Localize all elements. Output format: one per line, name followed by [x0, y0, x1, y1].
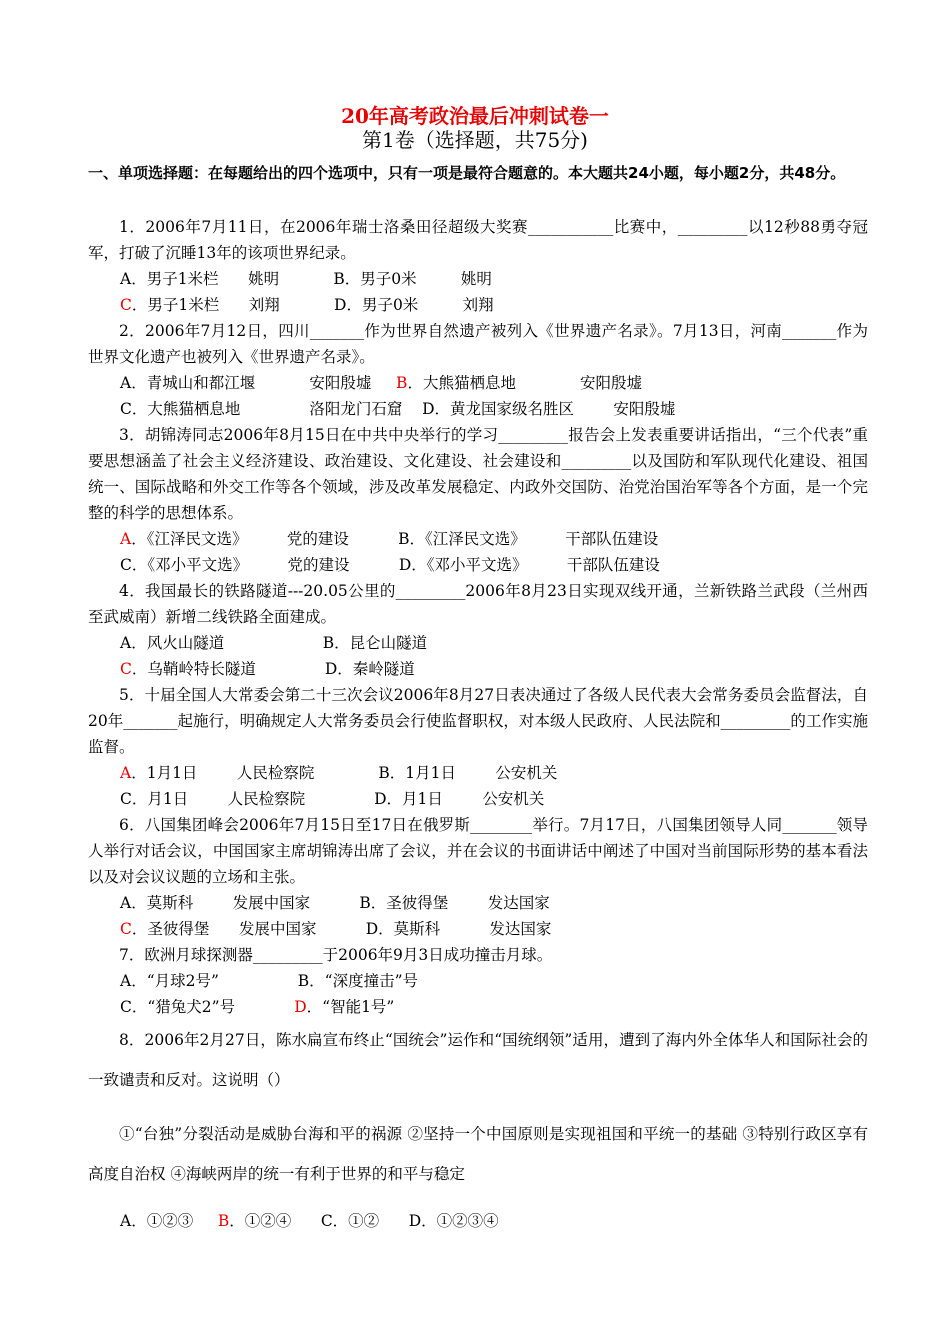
- question-7-options-row-1: [88, 968, 868, 994]
- question-5-option-b: B．1月1日 公安机关: [378, 764, 558, 782]
- question-6-option-a: A．莫斯科 发展中国家: [120, 894, 311, 912]
- question-7-stem: 7．欧洲月球探测器_________于2006年9月3日成功撞击月球。: [119, 946, 553, 964]
- question-6-answer-mark: C: [120, 920, 132, 938]
- question-8-option-b: ．①②④: [229, 1212, 292, 1230]
- question-4-options-row-2: [88, 656, 868, 682]
- question-1-option-d: D．男子0米 刘翔: [334, 296, 494, 314]
- question-2-option-b: ．大熊猫栖息地 安阳殷墟: [407, 374, 642, 392]
- question-4-option-c: ．乌鞘岭特长隧道: [131, 660, 256, 678]
- question-8-answer-mark: B: [217, 1212, 230, 1230]
- question-7-answer-mark: D: [294, 998, 307, 1016]
- question-5-option-d: D．月1日 公安机关: [374, 790, 545, 808]
- question-3-option-a: ．《江泽民文选》 党的建设: [131, 530, 349, 548]
- question-7-options-row-2: [88, 994, 868, 1020]
- question-7-option-c: C．“猎兔犬2”号: [120, 998, 236, 1016]
- spacer: [88, 1194, 868, 1208]
- question-5-stem: 5．十届全国人大常委会第二十三次会议2006年8月27日表决通过了各级人民代表大会常务委员会监督法，自20年_______起施行，明确规定人大常务委员会行使监督职权，对本级人民政府、人民法院和_________的工作实施监督。: [88, 686, 868, 756]
- question-4-option-b: B．昆仑山隧道: [322, 634, 428, 652]
- question-4-answer-mark: C: [120, 660, 132, 678]
- exam-title: 20年高考政治最后冲刺试卷一: [341, 104, 609, 128]
- question-3-answer-mark: A: [120, 530, 132, 548]
- question-5-answer-mark: A: [120, 764, 132, 782]
- question-2-option-a: A．青城山和都江堰 安阳殷墟: [120, 374, 372, 392]
- question-6-option-b: B．圣彼得堡 发达国家: [359, 894, 550, 912]
- question-2-option-d: D．黄龙国家级名胜区 安阳殷墟: [422, 400, 676, 418]
- question-8-option-a: A．①②③: [120, 1212, 194, 1230]
- question-3-option-d: D．《邓小平文选》 干部队伍建设: [398, 556, 660, 574]
- spacer: [88, 1100, 868, 1114]
- question-5-options-row-1: [88, 760, 868, 786]
- question-2-option-c: C．大熊猫栖息地 洛阳龙门石窟: [120, 400, 403, 418]
- question-3-option-b: B．《江泽民文选》 干部队伍建设: [398, 530, 659, 548]
- question-4-option-a: A．风火山隧道: [120, 634, 225, 652]
- question-2-stem: 2．2006年7月12日，四川_______作为世界自然遗产被列入《世界遗产名录》。7月13日，河南_______作为世界文化遗产也被列入《世界遗产名录》。: [88, 322, 868, 366]
- question-7-option-b: B．“深度撞击”号: [297, 972, 418, 990]
- question-3-stem: 3．胡锦涛同志2006年8月15日在中共中央举行的学习_________报告会上发表重要讲话指出，“三个代表”重要思想涵盖了社会主义经济建设、政治建设、文化建设、社会建设和_________以及国防和军队现代化建设、祖国统一、国际战略和外交工作等各个领域，涉及改革发展稳定、内政外交国防、治党治国治军等各个方面，是一个完整的科学的思想体系。: [88, 426, 868, 522]
- question-3-options-row-2: [88, 552, 868, 578]
- question-6-options-row-2: [88, 916, 868, 942]
- question-3-options-row-1: [88, 526, 868, 552]
- question-5-option-c: C．月1日 人民检察院: [120, 790, 306, 808]
- question-2-answer-mark: B: [396, 374, 408, 392]
- question-7-option-a: A．“月球2号”: [120, 972, 219, 990]
- question-5-options-row-2: [88, 786, 868, 812]
- question-2-options-row-1: [88, 370, 868, 396]
- question-1-stem: 1．2006年7月11日，在2006年瑞士洛桑田径超级大奖赛___________比赛中，_________以12秒88勇夺冠军，打破了沉睡13年的该项世界纪录。: [88, 218, 868, 262]
- question-3-option-c: C．《邓小平文选》 党的建设: [120, 556, 350, 574]
- question-1-option-c: ．男子1米栏 刘翔: [131, 296, 280, 314]
- question-2-options-row-2: [88, 396, 868, 422]
- section-heading: 一、单项选择题：在每题给出的四个选项中，只有一项是最符合题意的。本大题共24小题，每小题2分，共48分。: [88, 164, 846, 182]
- question-6-option-d: D．莫斯科 发达国家: [365, 920, 552, 938]
- question-list: [88, 214, 868, 1234]
- question-6-stem: 6．八国集团峰会2006年7月15日至17日在俄罗斯________举行。7月17日，八国集团领导人同_______领导人举行对话会议，中国国家主席胡锦涛出席了会议，并在会议的书面讲话中阐述了中国对当前国际形势的基本看法以及对会议议题的立场和主张。: [88, 816, 868, 886]
- question-1-options-row-1: [88, 266, 868, 292]
- question-7-option-d: ．“智能1号”: [306, 998, 395, 1016]
- question-6-options-row-1: [88, 890, 868, 916]
- question-4-stem: 4．我国最长的铁路隧道---20.05公里的_________2006年8月23日实现双线开通，兰新铁路兰武段（兰州西至武威南）新增二线铁路全面建成。: [88, 582, 868, 626]
- question-8-options-row: [88, 1208, 868, 1234]
- question-1-options-row-2: [88, 292, 868, 318]
- question-5-option-a: ．1月1日 人民检察院: [131, 764, 315, 782]
- question-8-option-d: D．①②③④: [408, 1212, 499, 1230]
- question-6-option-c: ．圣彼得堡 发展中国家: [131, 920, 317, 938]
- question-1-option-a: A．男子1米栏 姚明: [120, 270, 280, 288]
- question-4-options-row-1: [88, 630, 868, 656]
- question-1-answer-mark: C: [120, 296, 132, 314]
- question-8-option-c: C．①②: [320, 1212, 380, 1230]
- exam-subtitle: 第1卷（选择题，共75分): [362, 128, 588, 152]
- question-4-option-d: D．秦岭隧道: [324, 660, 415, 678]
- question-8-stem: 8．2006年2月27日，陈水扁宣布终止“国统会”运作和“国统纲领”适用，遭到了海内外全体华人和国际社会的一致谴责和反对。这说明（）: [88, 1031, 868, 1089]
- question-1-option-b: B．男子0米 姚明: [333, 270, 492, 288]
- question-8-items: ①“台独”分裂活动是威胁台海和平的祸源 ②坚持一个中国原则是实现祖国和平统一的基础 ③特别行政区享有高度自治权 ④海峡两岸的统一有利于世界的和平与稳定: [88, 1125, 868, 1183]
